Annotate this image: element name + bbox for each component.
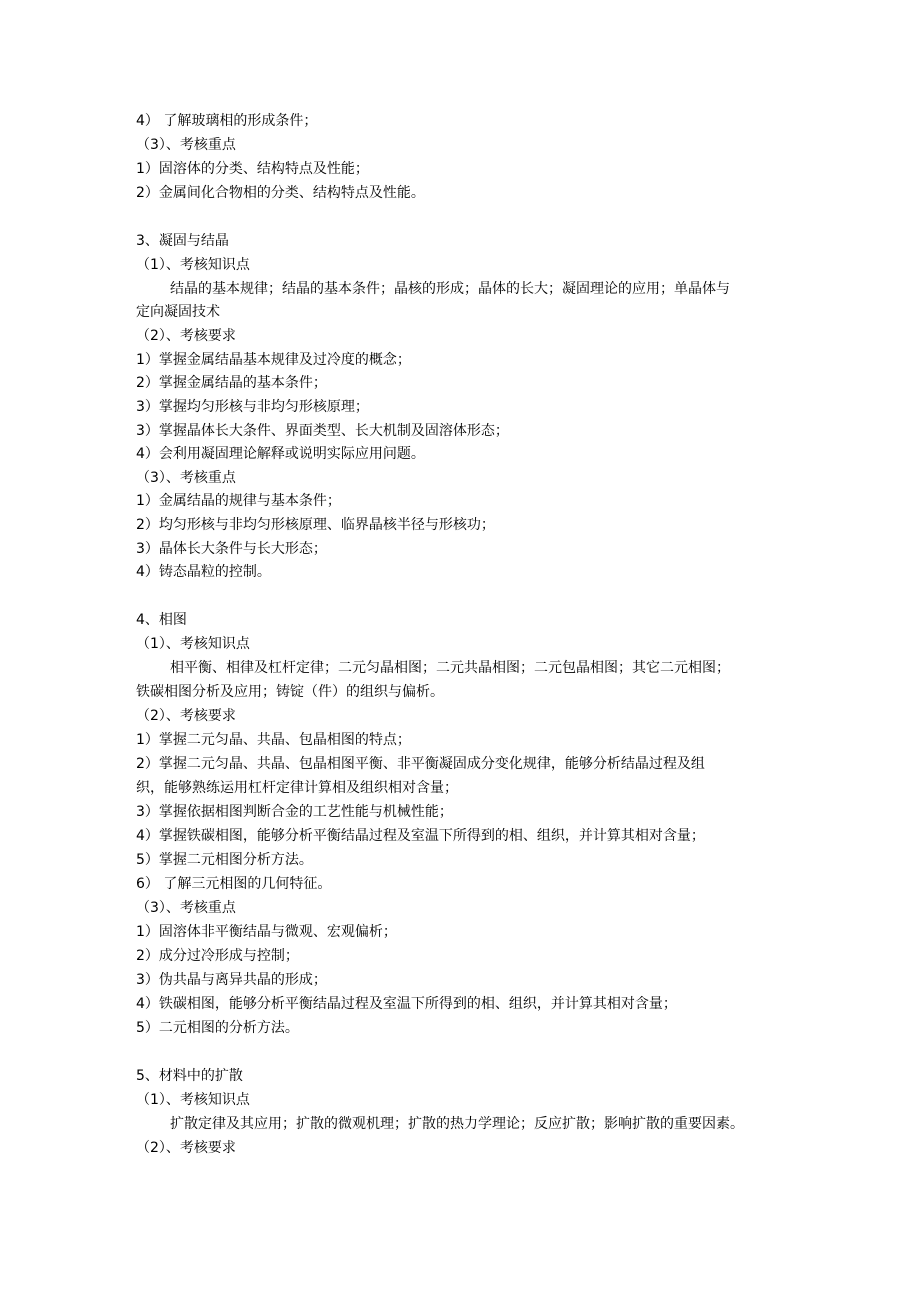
text-line: 2）成分过冷形成与控制； — [136, 948, 299, 964]
text-line: 6） 了解三元相图的几何特征。 — [136, 876, 332, 892]
paragraph-line: 铁碳相图分析及应用；铸锭（件）的组织与偏析。 — [136, 684, 444, 700]
text-line: 3）掌握均匀形核与非均匀形核原理； — [136, 399, 369, 415]
text-line: 4） 了解玻璃相的形成条件； — [136, 113, 318, 129]
section-heading: （2）、考核要求 — [136, 708, 236, 724]
chapter-heading: 3、凝固与结晶 — [136, 233, 229, 249]
section-heading: （1）、考核知识点 — [136, 257, 250, 273]
chapter-heading: 5、材料中的扩散 — [136, 1068, 243, 1084]
section-heading: （2）、考核要求 — [136, 328, 236, 344]
text-line: 3）晶体长大条件与长大形态； — [136, 541, 327, 557]
text-line: 1）金属结晶的规律与基本条件； — [136, 493, 341, 509]
text-line: 2）均匀形核与非均匀形核原理、临界晶核半径与形核功； — [136, 517, 495, 533]
text-line: 4）会利用凝固理论解释或说明实际应用问题。 — [136, 446, 425, 462]
paragraph-line: 结晶的基本规律；结晶的基本条件；晶核的形成；晶体的长大；凝固理论的应用；单晶体与 — [170, 281, 730, 297]
text-line: 4）铸态晶粒的控制。 — [136, 564, 271, 580]
text-line: 1）固溶体的分类、结构特点及性能； — [136, 161, 369, 177]
text-line: 5）二元相图的分析方法。 — [136, 1020, 299, 1036]
text-line: 4）铁碳相图，能够分析平衡结晶过程及室温下所得到的相、组织，并计算其相对含量； — [136, 996, 677, 1012]
paragraph-line: 相平衡、相律及杠杆定律；二元匀晶相图；二元共晶相图；二元包晶相图；其它二元相图； — [170, 660, 730, 676]
text-line: 3）掌握晶体长大条件、界面类型、长大机制及固溶体形态； — [136, 423, 509, 439]
text-line: 5）掌握二元相图分析方法。 — [136, 852, 313, 868]
section-heading: （3）、考核重点 — [136, 470, 236, 486]
text-line: 4）掌握铁碳相图，能够分析平衡结晶过程及室温下所得到的相、组织，并计算其相对含量； — [136, 828, 705, 844]
text-line: 3）伪共晶与离异共晶的形成； — [136, 972, 327, 988]
text-line: 1）掌握金属结晶基本规律及过冷度的概念； — [136, 352, 411, 368]
section-heading: （3）、考核重点 — [136, 137, 236, 153]
paragraph-line: 扩散定律及其应用；扩散的微观机理；扩散的热力学理论；反应扩散；影响扩散的重要因素。 — [170, 1116, 744, 1132]
text-line: 1）固溶体非平衡结晶与微观、宏观偏析； — [136, 924, 397, 940]
section-heading: （1）、考核知识点 — [136, 636, 250, 652]
section-heading: （1）、考核知识点 — [136, 1092, 250, 1108]
section-heading: （2）、考核要求 — [136, 1140, 236, 1156]
section-heading: （3）、考核重点 — [136, 900, 236, 916]
text-line: 2）掌握金属结晶的基本条件； — [136, 375, 327, 391]
text-line: 3）掌握依据相图判断合金的工艺性能与机械性能； — [136, 804, 453, 820]
chapter-heading: 4、相图 — [136, 612, 187, 628]
paragraph-line: 定向凝固技术 — [136, 304, 220, 320]
text-line: 2）掌握二元匀晶、共晶、包晶相图平衡、非平衡凝固成分变化规律，能够分析结晶过程及组 — [136, 756, 705, 772]
text-line: 织，能够熟练运用杠杆定律计算相及组织相对含量； — [136, 780, 458, 796]
text-line: 2）金属间化合物相的分类、结构特点及性能。 — [136, 185, 425, 201]
text-line: 1）掌握二元匀晶、共晶、包晶相图的特点； — [136, 732, 411, 748]
